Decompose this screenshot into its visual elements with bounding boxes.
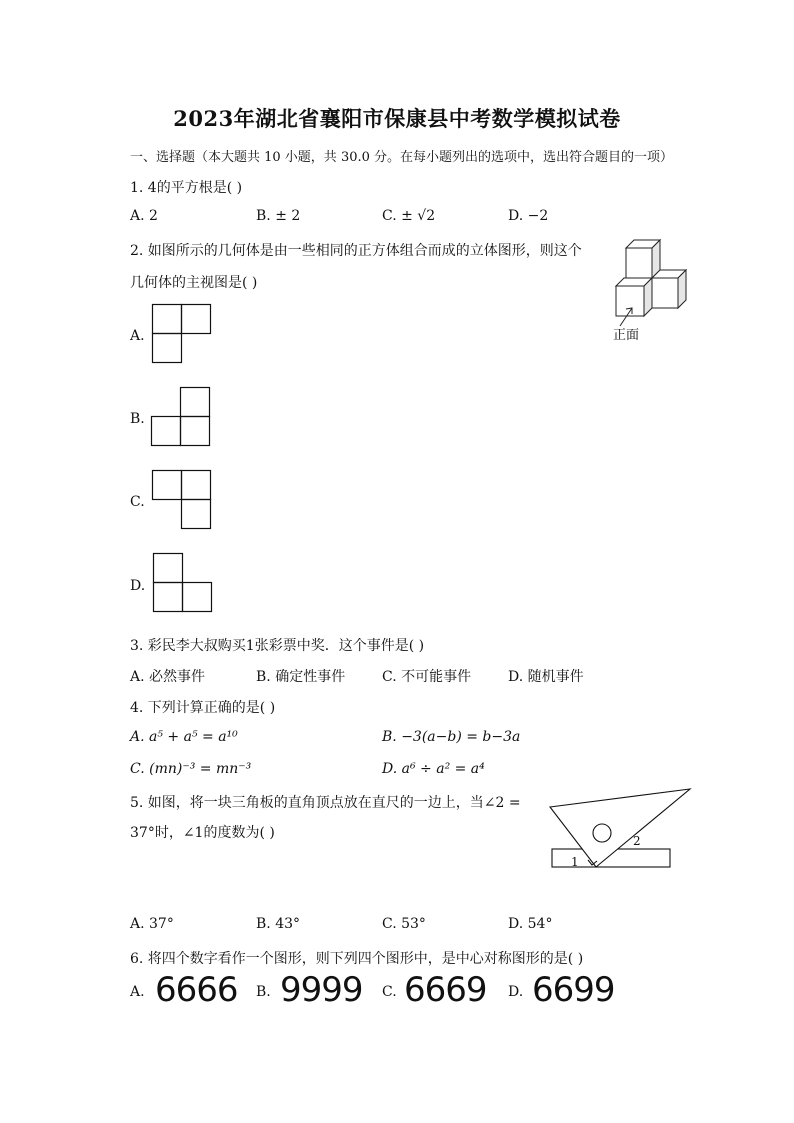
q3-option-b[interactable]: B. 确定性事件 — [256, 669, 346, 685]
q5-angle2-label: 2 — [633, 834, 641, 848]
q6-option-d-figure[interactable]: 6699 — [532, 970, 615, 1010]
q2-stem-line2: 几何体的主视图是( ) — [130, 275, 258, 291]
page-title: 2023年湖北省襄阳市保康县中考数学模拟试卷 — [173, 106, 621, 131]
q6-option-a-label[interactable]: A. — [130, 984, 145, 1000]
q2-front-label: 正面 — [613, 328, 640, 343]
q1-option-d[interactable]: D. −2 — [508, 208, 549, 224]
q4-option-a[interactable]: A. a⁵ + a⁵ = a¹⁰ — [130, 729, 238, 745]
q2-option-d-figure[interactable] — [153, 553, 213, 613]
q1-option-b[interactable]: B. ± 2 — [256, 208, 301, 224]
q1-stem: 1. 4的平方根是( ) — [130, 180, 243, 196]
section-heading: 一、选择题（本大题共 10 小题，共 30.0 分。在每小题列出的选项中，选出符合题目的一项） — [130, 150, 674, 165]
q3-option-a[interactable]: A. 必然事件 — [130, 669, 206, 685]
q3-option-c[interactable]: C. 不可能事件 — [382, 669, 472, 685]
q6-option-a-figure[interactable]: 6666 — [155, 970, 238, 1010]
q6-option-b-label[interactable]: B. — [256, 984, 271, 1000]
q5-option-b[interactable]: B. 43° — [256, 916, 301, 932]
q2-option-b-label[interactable]: B. — [130, 411, 145, 427]
q5-option-d[interactable]: D. 54° — [508, 916, 553, 932]
q2-option-c-figure[interactable] — [152, 470, 212, 530]
q2-option-a-figure[interactable] — [152, 304, 212, 364]
q6-option-c-figure[interactable]: 6669 — [404, 970, 487, 1010]
q5-ruler-triangle-figure — [548, 787, 694, 871]
q4-stem: 4. 下列计算正确的是( ) — [130, 700, 276, 716]
q3-option-d[interactable]: D. 随机事件 — [508, 669, 584, 685]
q2-option-a-label[interactable]: A. — [130, 328, 145, 344]
q5-stem-line1: 5. 如图，将一块三角板的直角顶点放在直尺的一边上，当∠2 = — [130, 795, 521, 811]
q2-option-c-label[interactable]: C. — [130, 494, 145, 510]
q2-option-d-label[interactable]: D. — [130, 578, 146, 594]
q5-option-a[interactable]: A. 37° — [130, 916, 174, 932]
q6-stem: 6. 将四个数字看作一个图形，则下列四个图形中，是中心对称图形的是( ) — [130, 951, 584, 967]
q1-option-a[interactable]: A. 2 — [130, 208, 158, 224]
q6-option-b-figure[interactable]: 9999 — [280, 970, 363, 1010]
q4-option-b[interactable]: B. −3(a−b) = b−3a — [382, 729, 521, 745]
q5-option-c[interactable]: C. 53° — [382, 916, 426, 932]
q2-cube-figure — [608, 236, 698, 316]
q4-option-d[interactable]: D. a⁶ ÷ a² = a⁴ — [382, 761, 485, 777]
q2-option-b-figure[interactable] — [151, 387, 211, 447]
q6-option-c-label[interactable]: C. — [382, 984, 397, 1000]
q2-stem-line1: 2. 如图所示的几何体是由一些相同的正方体组合而成的立体图形，则这个 — [130, 243, 582, 259]
q6-option-d-label[interactable]: D. — [508, 984, 524, 1000]
q4-option-c[interactable]: C. (mn)⁻³ = mn⁻³ — [130, 761, 252, 777]
q5-angle1-label: 1 — [571, 855, 579, 869]
q1-option-c[interactable]: C. ± √2 — [382, 208, 436, 224]
q5-stem-line2: 37°时，∠1的度数为( ) — [130, 825, 275, 841]
q3-stem: 3. 彩民李大叔购买1张彩票中奖．这个事件是( ) — [130, 638, 425, 654]
